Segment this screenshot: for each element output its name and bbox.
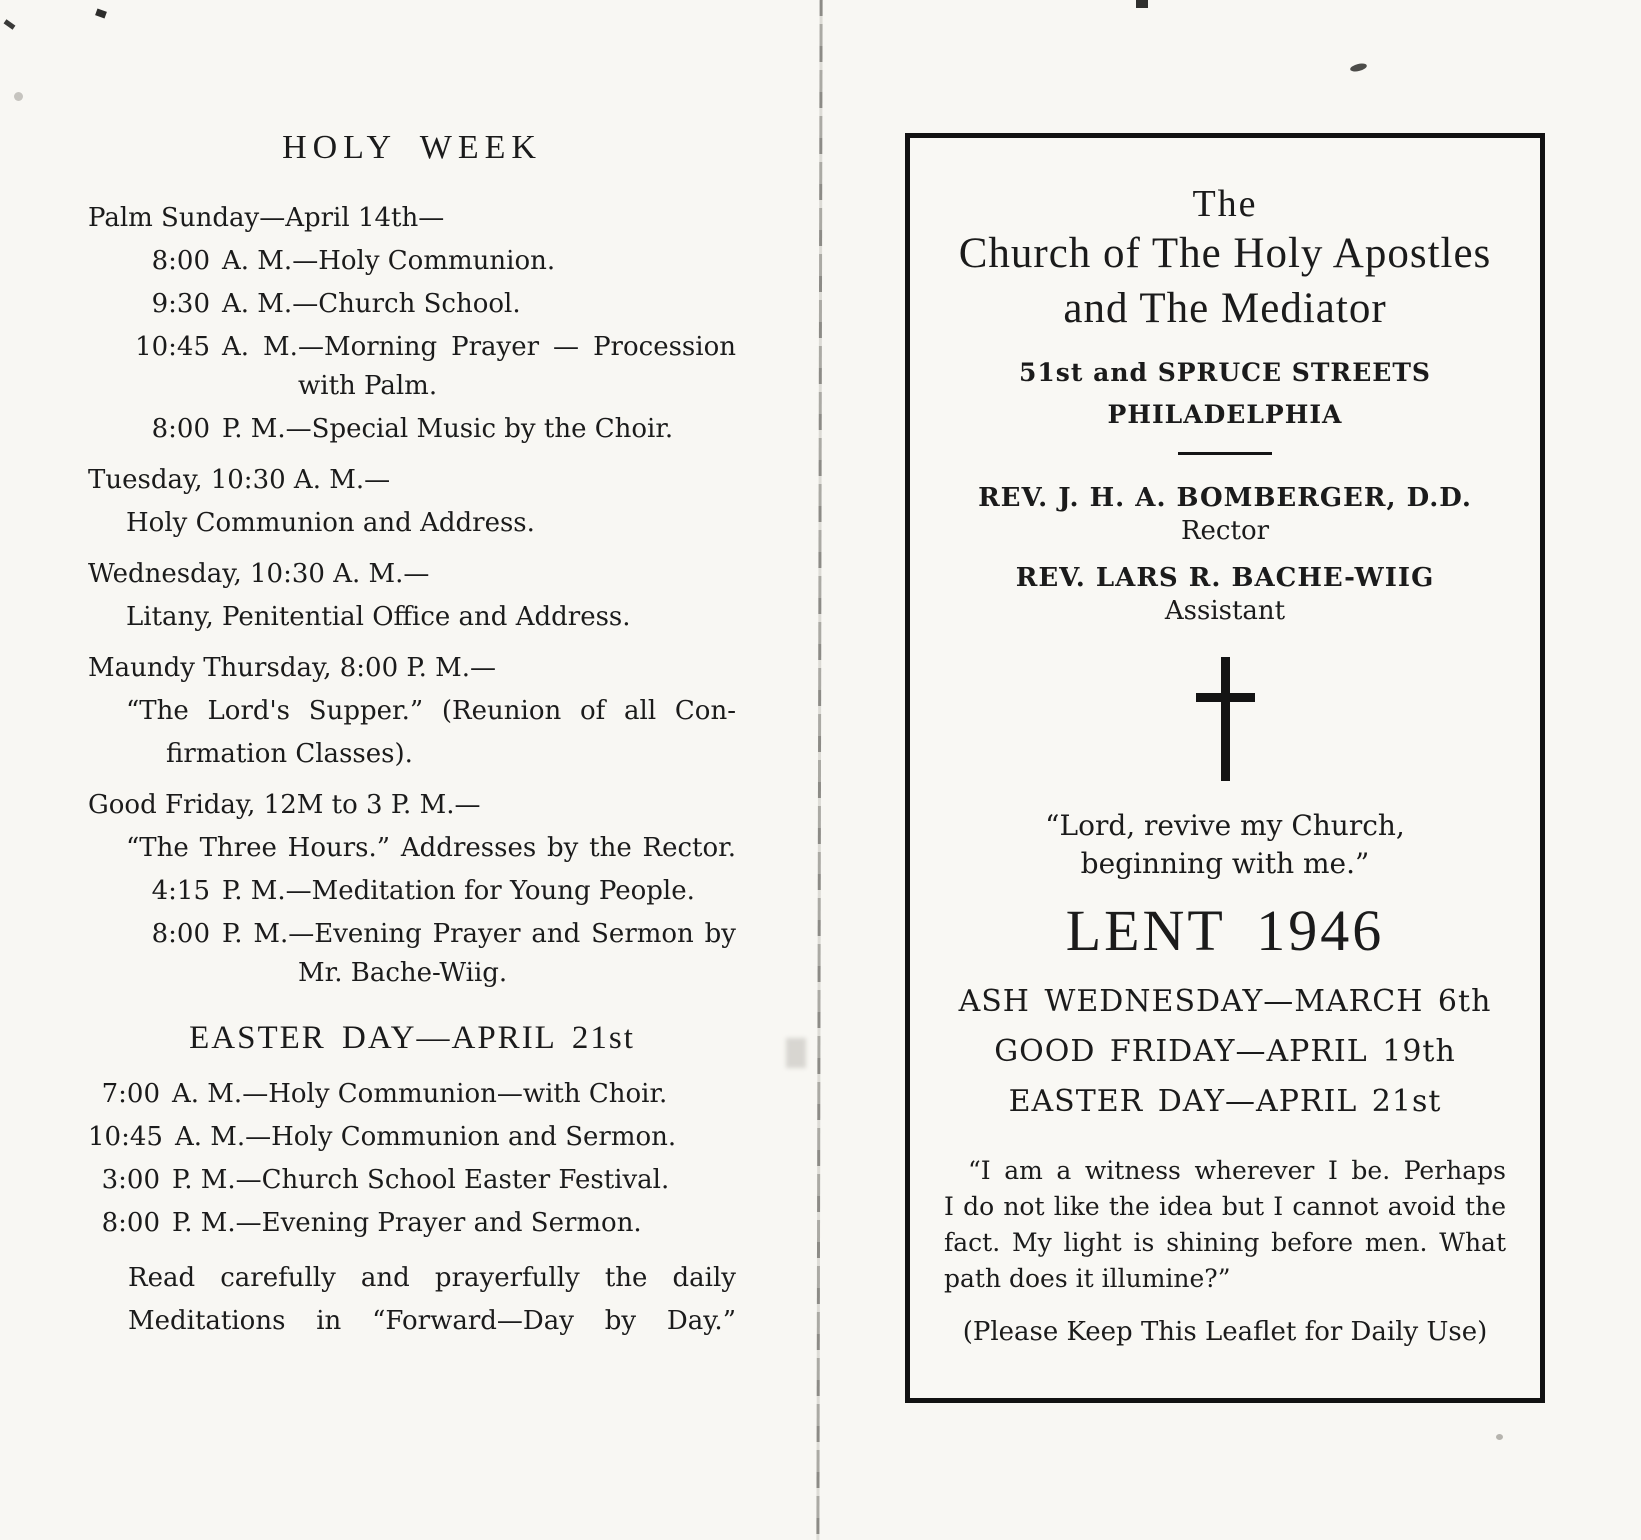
- easter-day-title: EASTER DAY—APRIL 21st: [189, 1020, 635, 1056]
- good-friday-section: [88, 789, 736, 990]
- schedule-line: [88, 245, 736, 278]
- church-title-line: Church of The Holy Apostles: [958, 230, 1492, 277]
- motto-line: “Lord, revive my Church,: [1045, 809, 1405, 842]
- easter-day-section: [88, 1018, 736, 1240]
- event-text: P. M.—Evening Prayer and Sermon.: [172, 1208, 642, 1238]
- section-heading: Wednesday, 10:30 A. M.—: [88, 559, 430, 589]
- note-line: Read carefully and prayerfully the daily: [128, 1263, 736, 1293]
- scan-artifact: [1496, 1434, 1503, 1440]
- event-text: A. M.—Holy Communion and Sermon.: [174, 1122, 677, 1152]
- scan-artifact: [786, 1038, 806, 1068]
- time-label: 10:45: [135, 332, 210, 362]
- time-label: 10:45: [88, 1122, 163, 1152]
- continuation-line: Mr. Bache-Wiig.: [298, 958, 508, 988]
- event-text: Holy Communion and Address.: [126, 508, 535, 538]
- fold-crease: [816, 0, 822, 1540]
- event-text: “The Three Hours.” Addresses by the Rector.: [126, 833, 736, 863]
- event-text: P. M.—Special Music by the Choir.: [222, 414, 674, 444]
- schedule-line: [88, 1207, 736, 1240]
- scan-artifact: [1349, 62, 1367, 73]
- scan-artifact: [14, 92, 23, 101]
- scan-artifact: [1136, 0, 1148, 8]
- church-title-line: and The Mediator: [1063, 285, 1387, 332]
- holy-week-title: HOLY WEEK: [282, 129, 542, 166]
- section-heading: Tuesday, 10:30 A. M.—: [88, 465, 391, 495]
- time-label: 8:00: [151, 246, 210, 276]
- palm-sunday-section: [88, 202, 736, 446]
- meditations-note: [88, 1262, 736, 1338]
- event-text: “The Lord's Supper.” (Reunion of all Con-: [126, 696, 736, 726]
- time-label: 4:15: [151, 876, 210, 906]
- left-page: [88, 128, 736, 1348]
- schedule-line: [88, 413, 736, 446]
- schedule-line: [88, 331, 736, 364]
- schedule-line: [88, 1164, 736, 1197]
- continuation-line: firmation Classes).: [166, 739, 413, 769]
- rector-name: REV. J. H. A. BOMBERGER, D.D.: [978, 483, 1472, 513]
- schedule-line: [88, 875, 736, 908]
- rector-title: Rector: [1180, 516, 1270, 546]
- quote-line: I do not like the idea but I cannot avoid the: [944, 1192, 1506, 1221]
- church-title-line: The: [1192, 183, 1258, 225]
- church-city: PHILADELPHIA: [1107, 400, 1343, 429]
- section-heading: Palm Sunday—April 14th—: [88, 203, 445, 233]
- event-text: A. M.—Holy Communion.: [222, 246, 556, 276]
- time-label: 7:00: [101, 1079, 160, 1109]
- ash-wednesday-date: ASH WEDNESDAY—MARCH 6th: [958, 984, 1492, 1019]
- lent-1946-title: LENT 1946: [1065, 898, 1385, 963]
- continuation-line: with Palm.: [298, 371, 438, 401]
- church-address: 51st and SPRUCE STREETS: [1019, 358, 1431, 387]
- cover-page: [905, 133, 1545, 1403]
- schedule-line: [88, 1121, 736, 1154]
- motto-line: beginning with me.”: [1080, 847, 1370, 880]
- time-label: 8:00: [101, 1208, 160, 1238]
- assistant-title: Assistant: [1164, 596, 1286, 626]
- tuesday-section: [88, 464, 736, 540]
- quote-line: path does it illumine?”: [944, 1264, 1231, 1293]
- good-friday-date: GOOD FRIDAY—APRIL 19th: [994, 1034, 1456, 1069]
- schedule-line: [88, 918, 736, 951]
- note-line: Meditations in “Forward—Day by Day.”: [128, 1306, 736, 1336]
- maundy-thursday-section: [88, 652, 736, 771]
- scan-artifact: [4, 19, 16, 29]
- schedule-line: [88, 1078, 736, 1111]
- time-label: 3:00: [101, 1165, 160, 1195]
- easter-day-date: EASTER DAY—APRIL 21st: [1008, 1084, 1442, 1119]
- schedule-line: [88, 288, 736, 321]
- divider-rule: [1178, 452, 1272, 455]
- event-text: P. M.—Evening Prayer and Sermon by: [222, 919, 736, 949]
- time-label: 9:30: [151, 289, 210, 319]
- event-text: A. M.—Holy Communion—with Choir.: [172, 1079, 668, 1109]
- quote-line: “I am a witness wherever I be. Perhaps: [968, 1156, 1506, 1185]
- assistant-name: REV. LARS R. BACHE-WIIG: [1015, 563, 1435, 593]
- keep-leaflet-note: (Please Keep This Leaflet for Daily Use): [962, 1317, 1488, 1347]
- event-text: P. M.—Meditation for Young People.: [222, 876, 695, 906]
- event-text: A. M.—Church School.: [222, 289, 521, 319]
- section-heading: Maundy Thursday, 8:00 P. M.—: [88, 653, 497, 683]
- quote-line: fact. My light is shining before men. What: [944, 1228, 1506, 1257]
- event-text: Litany, Penitential Office and Address.: [126, 602, 631, 632]
- wednesday-section: [88, 558, 736, 634]
- witness-quote: [930, 1153, 1520, 1297]
- time-label: 8:00: [151, 414, 210, 444]
- event-text: A. M.—Morning Prayer — Procession: [222, 332, 736, 362]
- section-heading: Good Friday, 12M to 3 P. M.—: [88, 790, 481, 820]
- scan-artifact: [95, 9, 107, 19]
- time-label: 8:00: [151, 919, 210, 949]
- cross-icon: [930, 657, 1520, 781]
- event-text: P. M.—Church School Easter Festival.: [172, 1165, 670, 1195]
